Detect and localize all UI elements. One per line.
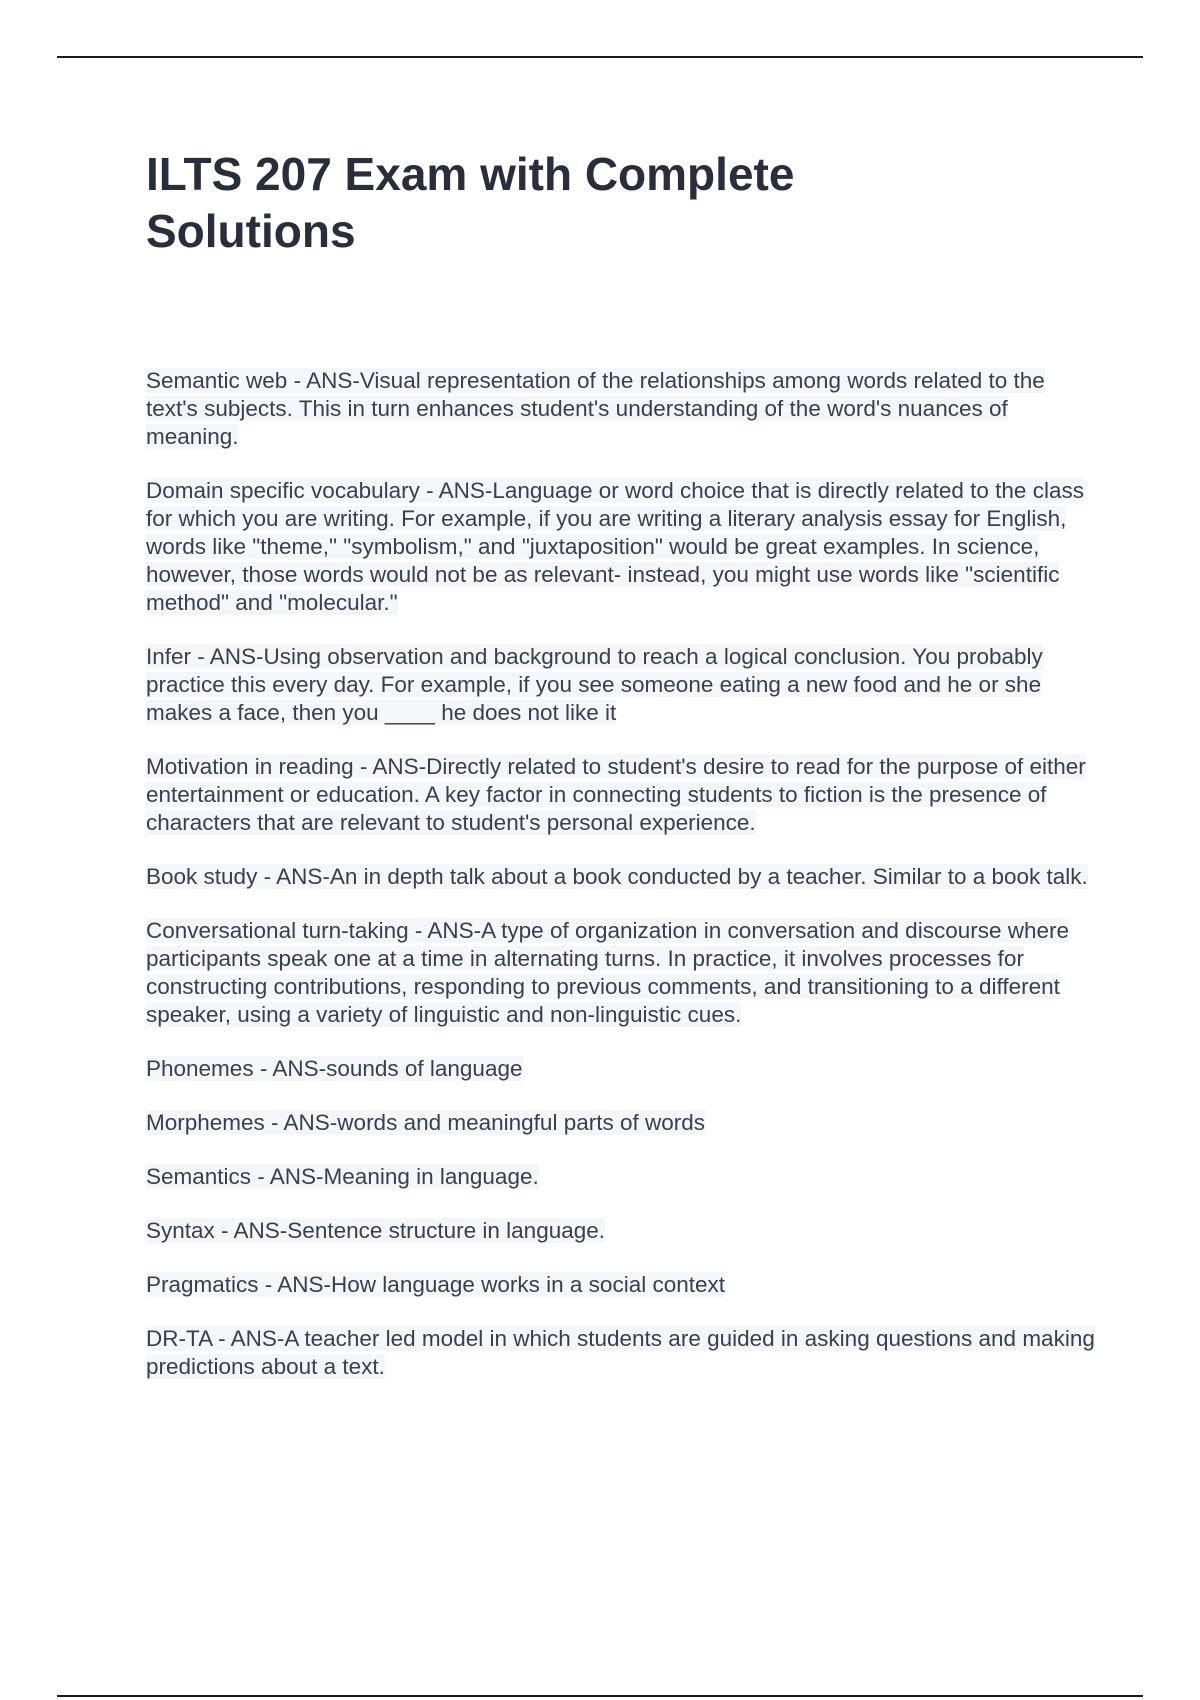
entry-pragmatics [146, 1271, 1096, 1299]
entry-text: Pragmatics - ANS-How language works in a social context [146, 1272, 726, 1297]
entry-text: Book study - ANS-An in depth talk about a book conducted by a teacher. Similar to a book talk. [146, 864, 1088, 889]
entry-conversational-turn-taking [146, 917, 1096, 1029]
entry-text: Semantic web - ANS-Visual representation of the relationships among words related to the text's subjects. This in turn enhances student's understanding of the word's nuances of meaning. [146, 368, 1045, 449]
entry-infer [146, 643, 1096, 727]
entry-text: Semantics - ANS-Meaning in language. [146, 1164, 539, 1189]
entry-text: Morphemes - ANS-words and meaningful parts of words [146, 1110, 705, 1135]
entry-text: DR-TA - ANS-A teacher led model in which students are guided in asking questions and making predictions about a text. [146, 1326, 1095, 1379]
entry-text: Domain specific vocabulary - ANS-Language or word choice that is directly related to the class for which you are writing. For example, if you are writing a literary analysis essay for English, words like "theme," "symbolism," and "juxtaposition" would be great examples. In science, however, those words would not be as relevant- instead, you might use words like "scientific method" and "molecular." [146, 478, 1084, 615]
entry-list [146, 367, 1096, 1407]
entry-domain-specific-vocabulary [146, 477, 1096, 617]
entry-text: Phonemes - ANS-sounds of language [146, 1056, 523, 1081]
entry-semantics [146, 1163, 1096, 1191]
page-title: ILTS 207 Exam with Complete Solutions [146, 148, 795, 257]
entry-motivation-in-reading [146, 753, 1096, 837]
entry-text: Motivation in reading - ANS-Directly related to student's desire to read for the purpose of either entertainment or education. A key factor in connecting students to fiction is the presence of characters that are relevant to student's personal experience. [146, 754, 1086, 835]
entry-dr-ta [146, 1325, 1096, 1381]
entry-semantic-web [146, 367, 1096, 451]
top-rule [57, 56, 1143, 58]
entry-text: Syntax - ANS-Sentence structure in language. [146, 1218, 606, 1243]
bottom-rule [57, 1695, 1143, 1697]
entry-text: Conversational turn-taking - ANS-A type of organization in conversation and discourse where participants speak one at a time in alternating turns. In practice, it involves processes for constructing contributions, responding to previous comments, and transitioning to a different speaker, using a variety of linguistic and non-linguistic cues. [146, 918, 1070, 1027]
entry-morphemes [146, 1109, 1096, 1137]
entry-text: Infer - ANS-Using observation and background to reach a logical conclusion. You probably practice this every day. For example, if you see someone eating a new food and he or she makes a face, then you ____ he does not like it [146, 644, 1043, 725]
entry-book-study [146, 863, 1096, 891]
entry-syntax [146, 1217, 1096, 1245]
entry-phonemes [146, 1055, 1096, 1083]
